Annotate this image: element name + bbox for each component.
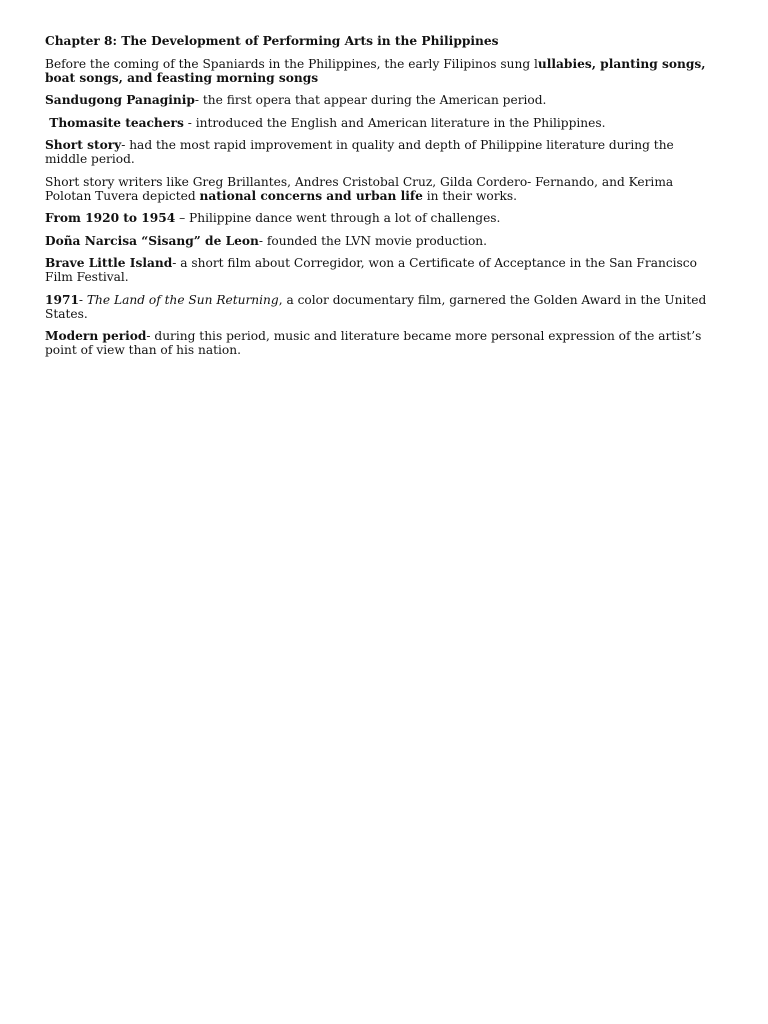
document-page: [45, 34, 717, 366]
paragraph-short-story-writers: [45, 175, 717, 203]
text-run: Short story writers like Greg Brillantes, Andres Cristobal Cruz, Gilda Cordero- Fernando, and Kerima Polotan Tuvera depicted: [45, 174, 674, 203]
chapter-title: Chapter 8: The Development of Performing Arts in the Philippines: [45, 34, 499, 48]
term-label: Thomasite teachers: [45, 115, 184, 130]
film-title: The Land of the Sun Returning: [86, 292, 279, 307]
text-run: – Philippine dance went through a lot of challenges.: [175, 211, 501, 225]
text-run: - a short film about Corregidor, won a Certificate of Acceptance in the San Francisco Film Festival.: [45, 256, 697, 284]
paragraph-short-story: [45, 138, 717, 166]
text-run: , a color documentary film, garnered the Golden Award in the United States.: [45, 292, 707, 321]
text-run: -: [78, 292, 87, 307]
paragraph-dance-1920-1954: [45, 211, 717, 225]
term-label: Brave Little Island: [45, 256, 173, 270]
paragraph-thomasite-teachers: [45, 116, 717, 130]
text-run-bold: national concerns and urban life: [199, 188, 423, 203]
text-run: - had the most rapid improvement in quality and depth of Philippine literature during the middle period.: [45, 138, 674, 166]
paragraph-sandugong-panaginip: [45, 93, 717, 107]
paragraph-dona-narcisa: [45, 234, 717, 248]
text-run: - introduced the English and American literature in the Philippines.: [183, 115, 606, 130]
paragraph-brave-little-island: [45, 256, 717, 284]
text-run-bold: ullabies, planting songs, boat songs, and feasting morning songs: [45, 56, 706, 85]
paragraph-year-1971: [45, 293, 717, 321]
term-label: 1971: [45, 292, 79, 307]
term-label: Doña Narcisa “Sisang” de Leon: [45, 233, 259, 248]
term-label: Sandugong Panaginip: [45, 93, 195, 107]
text-run: - during this period, music and literature became more personal expression of the artist’s point of view than of his nation.: [45, 329, 702, 357]
text-run: - the first opera that appear during the American period.: [194, 93, 547, 107]
term-label: Modern period: [45, 329, 147, 343]
text-run: - founded the LVN movie production.: [258, 233, 488, 248]
text-run: in their works.: [422, 188, 518, 203]
text-run: Before the coming of the Spaniards in the Philippines, the early Filipinos sung l: [45, 56, 538, 71]
term-label: Short story: [45, 138, 122, 152]
paragraph-intro: [45, 57, 717, 85]
term-label: From 1920 to 1954: [45, 211, 176, 225]
paragraph-modern-period: [45, 329, 717, 357]
